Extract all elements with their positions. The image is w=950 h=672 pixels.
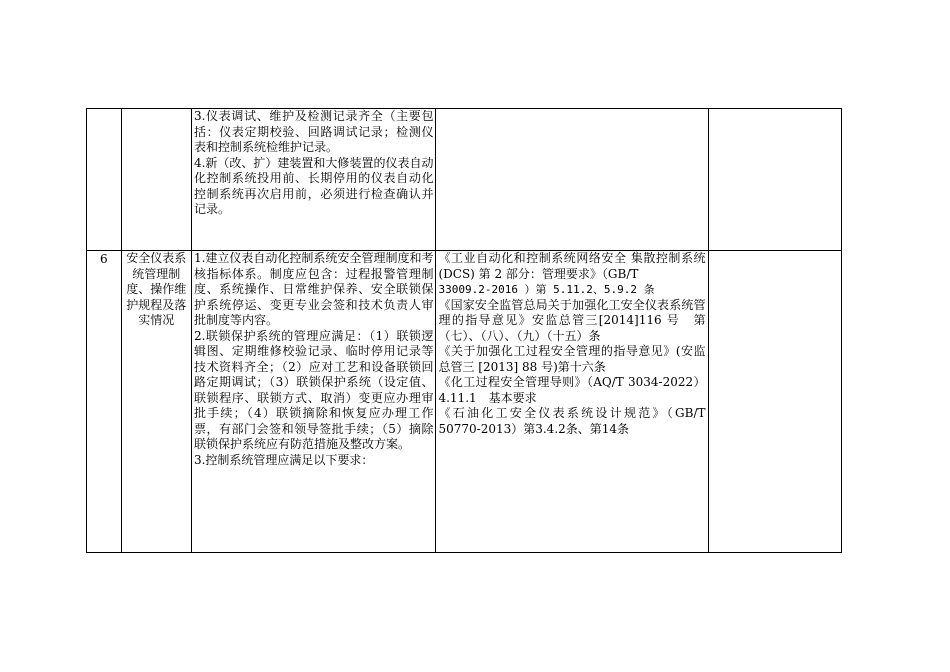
basis-reference: 《石油化工安全仪表系统设计规范》（GB/T 50770-2013）第3.4.2条、第14条 <box>438 406 706 436</box>
basis-cell <box>436 109 708 251</box>
inspection-table <box>86 108 842 553</box>
check-item-cell <box>121 109 191 251</box>
requirement-paragraph: 3.仪表调试、维护及检测记录齐全（主要包括：仪表定期校验、回路调试记录；检测仪表和控制系统检维护记录。 <box>193 109 434 154</box>
check-item-cell: 安全仪表系统管理制度、操作维护规程及落实情况 <box>121 251 191 553</box>
requirement-paragraph: 2.联锁保护系统的管理应满足：（1）联锁逻辑图、定期维修校验记录、临时停用记录等技术资料齐全；（2）应对工艺和设备联锁回路定期调试；（3）联锁保护系统（设定值、联锁程序、联锁方式、取消）变更应办理审批手续；（4）联锁摘除和恢复应办理工作票，有部门会签和领导签批手续；（5）摘除联锁保护系统应有防范措施及整改方案。 <box>193 328 434 451</box>
requirement-paragraph: 1.建立仪表自动化控制系统安全管理制度和考核指标体系。制度应包含：过程报警管理制度、系统操作、日常维护保养、安全联锁保护系统停运、变更专业会签和技术负责人审批制度等内容。 <box>193 251 434 327</box>
table-row <box>87 251 842 553</box>
basis-reference: 《国家安全监管总局关于加强化工安全仪表系统管理的指导意见》安监总管三[2014]116 号 第（七）、（八）、（九）（十五）条 <box>438 297 706 343</box>
requirement-paragraph: 4.新（改、扩）建装置和大修装置的仪表自动化控制系统投用前、长期停用的仪表自动化控制系统再次启用前，必须进行检查确认并记录。 <box>193 155 434 216</box>
requirements-cell <box>191 109 436 251</box>
requirement-paragraph: 3.控制系统管理应满足以下要求： <box>193 452 374 467</box>
table-row <box>87 109 842 251</box>
basis-reference: 33009.2-2016 ）第 5.11.2、5.9.2 条 <box>438 283 655 296</box>
basis-reference: 《工业自动化和控制系统网络安全 集散控制系统(DCS) 第 2 部分：管理要求》（GB/T <box>438 251 706 281</box>
basis-cell <box>436 251 708 553</box>
remark-cell <box>708 251 842 553</box>
basis-reference: 《关于加强化工过程安全管理的指导意见》(安监总管三 [2013] 88 号)第十六条 <box>438 344 706 374</box>
basis-reference: 《化工过程安全管理导则》（AQ/T 3034-2022）4.11.1 基本要求 <box>438 375 706 405</box>
row-number-cell <box>87 109 122 251</box>
remark-cell <box>708 109 842 251</box>
row-number-cell: 6 <box>87 251 122 553</box>
requirements-cell <box>191 251 436 553</box>
